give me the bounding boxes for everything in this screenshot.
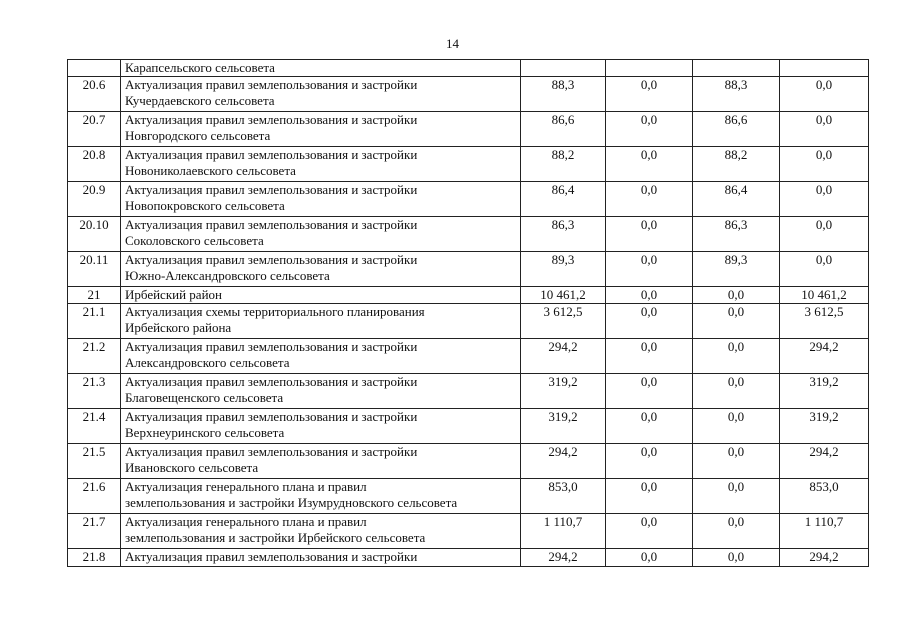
value-col2-cell: 0,0 — [606, 549, 693, 567]
value-total-cell: 319,2 — [521, 374, 606, 409]
table-row — [68, 147, 869, 182]
row-number-cell: 21.2 — [68, 339, 121, 374]
row-number-cell: 21.4 — [68, 409, 121, 444]
value-col3-cell: 0,0 — [693, 409, 780, 444]
value-total-cell: 319,2 — [521, 409, 606, 444]
value-col4-cell: 0,0 — [780, 77, 869, 112]
value-col2-cell: 0,0 — [606, 409, 693, 444]
table-row — [68, 77, 869, 112]
row-number-cell: 21.7 — [68, 514, 121, 549]
value-col4-cell — [780, 60, 869, 77]
value-total-cell: 294,2 — [521, 339, 606, 374]
table-row — [68, 549, 869, 567]
value-total-cell: 86,4 — [521, 182, 606, 217]
description-cell: Актуализация правил землепользования и застройки Новопокровского сельсовета — [121, 182, 521, 217]
description-cell: Актуализация правил землепользования и застройки Новгородского сельсовета — [121, 112, 521, 147]
table-row — [68, 409, 869, 444]
value-col2-cell: 0,0 — [606, 147, 693, 182]
value-col2-cell: 0,0 — [606, 112, 693, 147]
value-col3-cell: 0,0 — [693, 444, 780, 479]
value-col2-cell: 0,0 — [606, 287, 693, 304]
value-col3-cell: 0,0 — [693, 514, 780, 549]
value-col2-cell: 0,0 — [606, 217, 693, 252]
description-cell: Актуализация правил землепользования и застройки Южно-Александровского сельсовета — [121, 252, 521, 287]
description-cell: Актуализация правил землепользования и застройки Верхнеуринского сельсовета — [121, 409, 521, 444]
description-cell: Актуализация правил землепользования и застройки Ивановского сельсовета — [121, 444, 521, 479]
value-total-cell: 1 110,7 — [521, 514, 606, 549]
value-col4-cell: 294,2 — [780, 549, 869, 567]
value-col3-cell: 86,4 — [693, 182, 780, 217]
value-total-cell: 88,3 — [521, 77, 606, 112]
value-total-cell: 853,0 — [521, 479, 606, 514]
table-row — [68, 60, 869, 77]
value-col3-cell: 0,0 — [693, 549, 780, 567]
value-col4-cell: 0,0 — [780, 182, 869, 217]
value-col4-cell: 0,0 — [780, 252, 869, 287]
table-row — [68, 287, 869, 304]
table-row — [68, 252, 869, 287]
row-number-cell: 20.8 — [68, 147, 121, 182]
description-cell: Актуализация правил землепользования и застройки Александровского сельсовета — [121, 339, 521, 374]
value-col3-cell: 0,0 — [693, 479, 780, 514]
description-cell: Карапсельского сельсовета — [121, 60, 521, 77]
value-total-cell: 10 461,2 — [521, 287, 606, 304]
value-total-cell: 88,2 — [521, 147, 606, 182]
table-row — [68, 217, 869, 252]
value-col3-cell: 86,3 — [693, 217, 780, 252]
value-col3-cell: 0,0 — [693, 339, 780, 374]
value-col3-cell: 0,0 — [693, 287, 780, 304]
value-col2-cell: 0,0 — [606, 182, 693, 217]
row-number-cell: 20.10 — [68, 217, 121, 252]
row-number-cell — [68, 60, 121, 77]
description-cell: Актуализация схемы территориального планирования Ирбейского района — [121, 304, 521, 339]
row-number-cell: 20.7 — [68, 112, 121, 147]
table-row — [68, 444, 869, 479]
value-total-cell — [521, 60, 606, 77]
value-col4-cell: 3 612,5 — [780, 304, 869, 339]
value-total-cell: 3 612,5 — [521, 304, 606, 339]
value-col4-cell: 1 110,7 — [780, 514, 869, 549]
value-col2-cell: 0,0 — [606, 514, 693, 549]
table-row — [68, 339, 869, 374]
value-col4-cell: 319,2 — [780, 374, 869, 409]
value-col2-cell: 0,0 — [606, 304, 693, 339]
description-cell: Актуализация генерального плана и правил землепользования и застройки Ирбейского сельсовета — [121, 514, 521, 549]
description-cell: Актуализация правил землепользования и застройки Кучердаевского сельсовета — [121, 77, 521, 112]
value-col4-cell: 0,0 — [780, 147, 869, 182]
table-body — [68, 60, 869, 567]
value-col2-cell — [606, 60, 693, 77]
row-number-cell: 21.8 — [68, 549, 121, 567]
budget-table — [67, 59, 869, 567]
table-row — [68, 514, 869, 549]
value-col2-cell: 0,0 — [606, 77, 693, 112]
table-row — [68, 374, 869, 409]
value-col2-cell: 0,0 — [606, 339, 693, 374]
value-col4-cell: 853,0 — [780, 479, 869, 514]
value-col2-cell: 0,0 — [606, 374, 693, 409]
value-col4-cell: 319,2 — [780, 409, 869, 444]
value-col4-cell: 294,2 — [780, 444, 869, 479]
table-row — [68, 479, 869, 514]
value-col3-cell — [693, 60, 780, 77]
value-col4-cell: 0,0 — [780, 217, 869, 252]
row-number-cell: 21.1 — [68, 304, 121, 339]
description-cell: Актуализация правил землепользования и застройки Благовещенского сельсовета — [121, 374, 521, 409]
value-col3-cell: 89,3 — [693, 252, 780, 287]
description-cell: Актуализация правил землепользования и застройки Новониколаевского сельсовета — [121, 147, 521, 182]
description-cell: Ирбейский район — [121, 287, 521, 304]
value-col3-cell: 86,6 — [693, 112, 780, 147]
row-number-cell: 20.11 — [68, 252, 121, 287]
description-cell: Актуализация правил землепользования и застройки Соколовского сельсовета — [121, 217, 521, 252]
table-row — [68, 182, 869, 217]
value-col4-cell: 10 461,2 — [780, 287, 869, 304]
value-col3-cell: 88,3 — [693, 77, 780, 112]
row-number-cell: 21.5 — [68, 444, 121, 479]
row-number-cell: 20.6 — [68, 77, 121, 112]
table-row — [68, 112, 869, 147]
row-number-cell: 21.3 — [68, 374, 121, 409]
row-number-cell: 21.6 — [68, 479, 121, 514]
description-cell: Актуализация генерального плана и правил землепользования и застройки Изумрудновского сельсовета — [121, 479, 521, 514]
value-total-cell: 86,3 — [521, 217, 606, 252]
value-col2-cell: 0,0 — [606, 444, 693, 479]
page-number: 14 — [446, 36, 459, 51]
value-total-cell: 294,2 — [521, 549, 606, 567]
value-col3-cell: 88,2 — [693, 147, 780, 182]
value-col2-cell: 0,0 — [606, 479, 693, 514]
value-total-cell: 86,6 — [521, 112, 606, 147]
table-row — [68, 304, 869, 339]
value-col4-cell: 294,2 — [780, 339, 869, 374]
row-number-cell: 20.9 — [68, 182, 121, 217]
row-number-cell: 21 — [68, 287, 121, 304]
value-total-cell: 294,2 — [521, 444, 606, 479]
description-cell: Актуализация правил землепользования и застройки — [121, 549, 521, 567]
value-col2-cell: 0,0 — [606, 252, 693, 287]
value-col4-cell: 0,0 — [780, 112, 869, 147]
value-total-cell: 89,3 — [521, 252, 606, 287]
value-col3-cell: 0,0 — [693, 374, 780, 409]
value-col3-cell: 0,0 — [693, 304, 780, 339]
